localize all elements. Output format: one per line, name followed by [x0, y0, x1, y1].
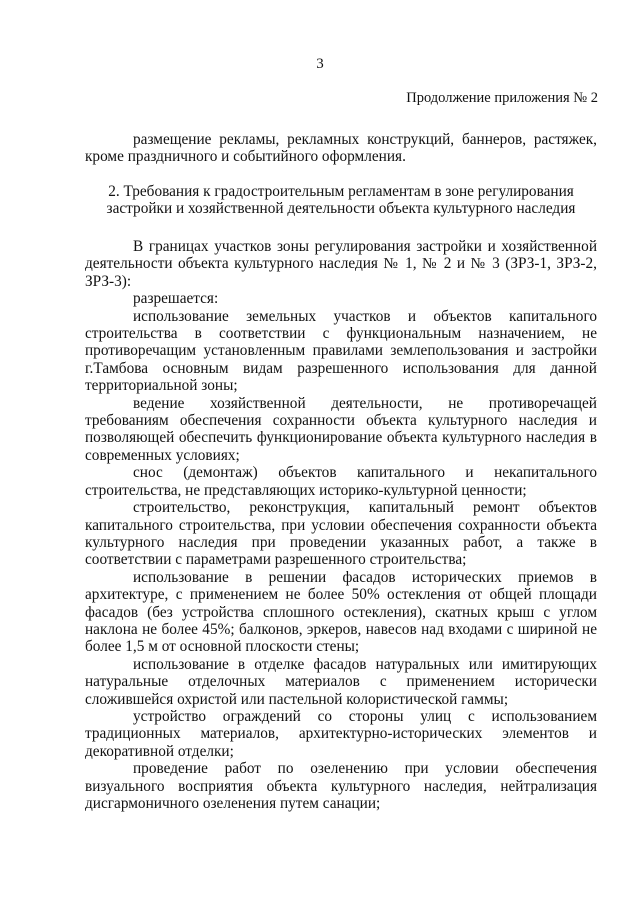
body-paragraph: использование земельных участков и объектов капитального строительства в соответствии с функциональным назначением, не противоречащим установленным правилами землепользования и застройки г.Тамбова основным видам разрешенного использования для данной территориальной зоны; [85, 307, 597, 395]
main-body [85, 238, 597, 812]
body-paragraph: использование в решении фасадов исторических приемов в архитектуре, с применением не более 50% остекления от общей площади фасадов (без устройства сплошного остекления), скатных крыш с углом наклона не более 45%; балконов, эркеров, навесов над входами с шириной не более 1,5 м от основной плоскости стены; [85, 568, 597, 656]
body-paragraph: устройство ограждений со стороны улиц с использованием традиционных материалов, архитектурно-исторических элементов и декоративной отделки; [85, 707, 597, 760]
body-paragraph: строительство, реконструкция, капитальный ремонт объектов капитального строительства, при условии обеспечения сохранности объекта культурного наследия при проведении указанных работ, а также в соответствии с параметрами разрешенного строительства; [85, 499, 597, 569]
page-number: 3 [316, 56, 324, 72]
appendix-continuation-label: Продолжение приложения № 2 [406, 90, 598, 106]
intro-paragraph: размещение рекламы, рекламных конструкций, баннеров, растяжек, кроме праздничного и событийного оформления. [85, 131, 597, 166]
body-paragraph: использование в отделке фасадов натуральных или имитирующих натуральные отделочных материалов с применением исторически сложившейся охристой или пастельной колористической гаммы; [85, 655, 597, 708]
section-heading: 2. Требования к градостроительным регламентам в зоне регулирования застройки и хозяйственной деятельности объекта культурного наследия [106, 183, 576, 218]
body-paragraph: В границах участков зоны регулирования застройки и хозяйственной деятельности объекта культурного наследия № 1, № 2 и № 3 (ЗРЗ-1, ЗРЗ-2, ЗРЗ-3): [85, 238, 597, 290]
body-paragraph: разрешается: [133, 290, 219, 308]
intro-block [85, 131, 597, 166]
body-paragraph: снос (демонтаж) объектов капитального и некапитального строительства, не представляющих историко-культурной ценности; [85, 464, 597, 499]
body-paragraph: ведение хозяйственной деятельности, не противоречащей требованиям обеспечения сохранности объекта культурного наследия и позволяющей обеспечить функционирование объекта культурного наследия в современных условиях; [85, 394, 597, 464]
body-paragraph: проведение работ по озеленению при условии обеспечения визуального восприятия объекта культурного наследия, нейтрализация дисгармоничного озеленения путем санации; [85, 760, 597, 812]
